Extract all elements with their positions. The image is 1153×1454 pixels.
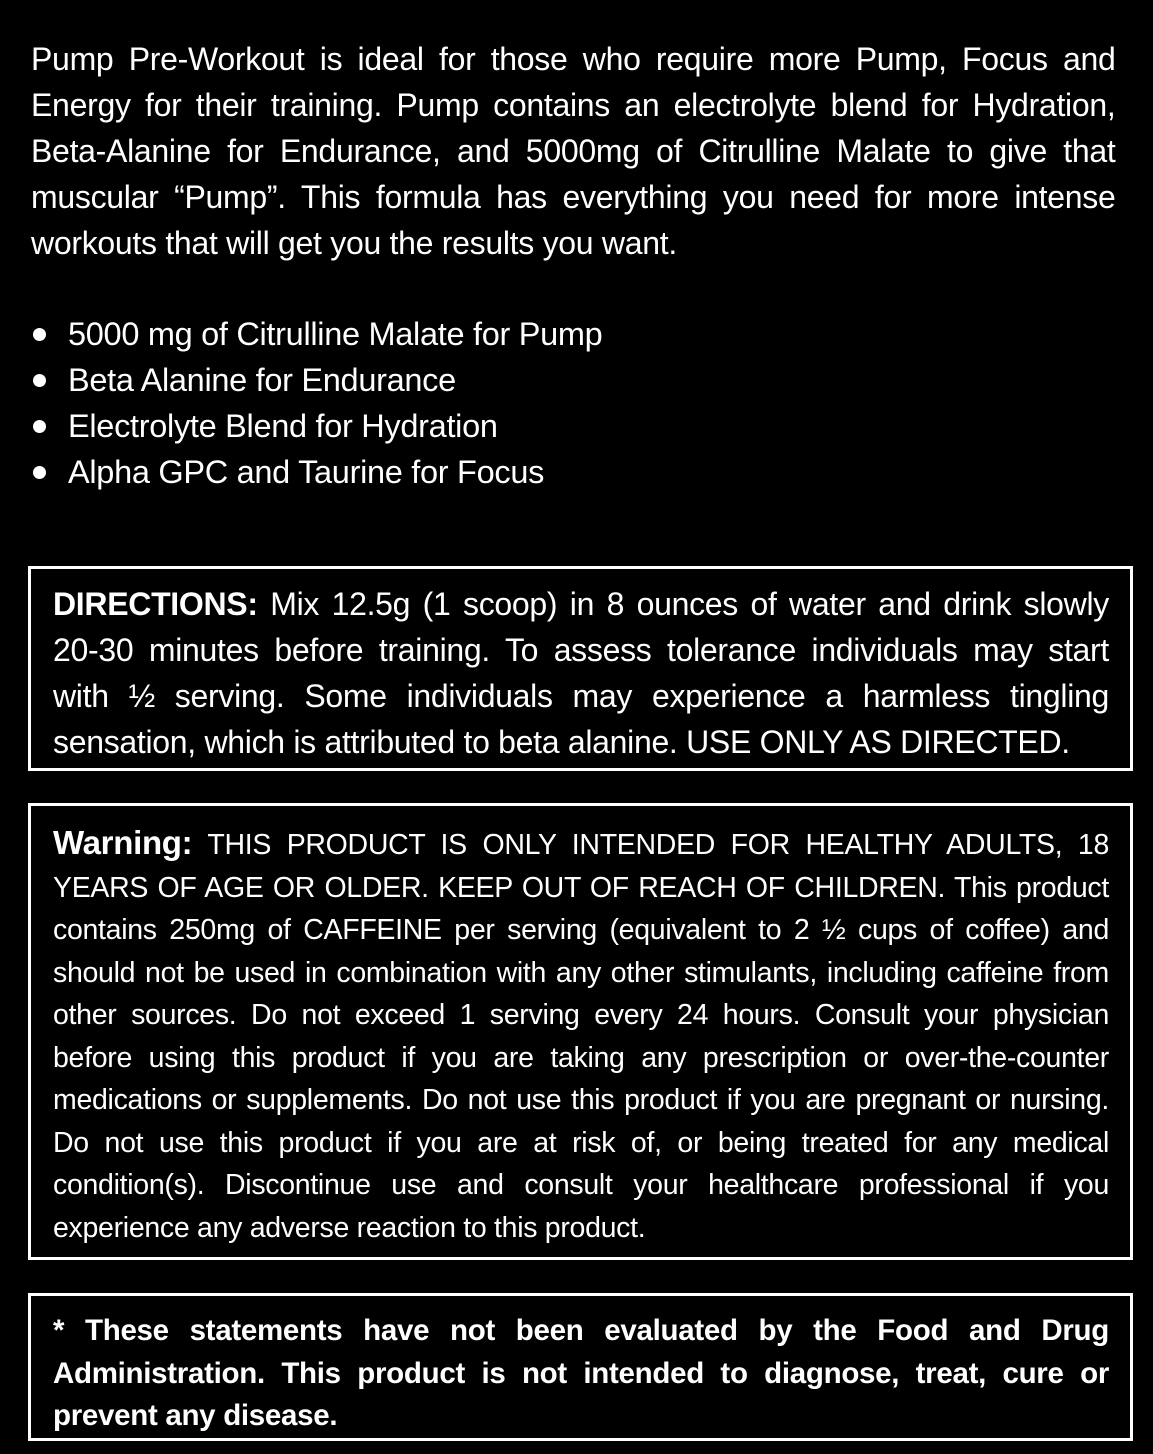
list-item xyxy=(31,357,602,403)
warning-box xyxy=(28,803,1133,1260)
warning-text: THIS PRODUCT IS ONLY INTENDED FOR HEALTHY ADULTS, 18 YEARS OF AGE OR OLDER. KEEP OUT OF REACH OF CHILDREN. This product contains 250mg of CAFFEINE per serving (equivalent to 2 ½ cups of coffee) and should not be used in combination with any other stimulants, including caffeine from other sources. Do not exceed 1 serving every 24 hours. Consult your physician before using this product if you are taking any prescription or over-the-counter medications or supplements. Do not use this product if you are pregnant or nursing. Do not use this product if you are at risk of, or being treated for any medical condition(s). Discontinue use and consult your healthcare professional if you experience any adverse reaction to this product. xyxy=(53,829,1109,1244)
directions-label: DIRECTIONS: xyxy=(53,586,258,622)
fda-disclaimer-box xyxy=(28,1293,1133,1441)
intro-paragraph: Pump Pre-Workout is ideal for those who require more Pump, Focus and Energy for their training. Pump contains an electrolyte blend for Hydration, Beta-Alanine for Endurance, and 5000mg of Citrulline Malate to give that muscular “Pump”. This formula has everything you need for more intense workouts that will get you the results you want. xyxy=(31,41,1116,261)
warning-paragraph xyxy=(53,822,1109,1249)
warning-label: Warning: xyxy=(53,824,193,861)
list-item xyxy=(31,449,602,495)
list-item xyxy=(31,311,602,357)
benefit-text: Electrolyte Blend for Hydration xyxy=(68,408,498,444)
directions-paragraph xyxy=(53,581,1109,765)
bullet-icon xyxy=(33,420,46,433)
bullet-icon xyxy=(33,374,46,387)
directions-text: Mix 12.5g (1 scoop) in 8 ounces of water and drink slowly 20-30 minutes before training. To assess tolerance individuals may start with ½ serving. Some individuals may experience a harmless tingling sensation, which is attributed to beta alanine. USE ONLY AS DIRECTED. xyxy=(53,586,1109,760)
benefit-text: Beta Alanine for Endurance xyxy=(68,362,456,398)
fda-disclaimer-text: * These statements have not been evaluated by the Food and Drug Administration. This product is not intended to diagnose, treat, cure or prevent any disease. xyxy=(53,1314,1109,1432)
benefit-text: Alpha GPC and Taurine for Focus xyxy=(68,454,545,490)
bullet-icon xyxy=(33,466,46,479)
directions-box xyxy=(28,566,1133,771)
list-item xyxy=(31,403,602,449)
benefits-list xyxy=(31,311,602,495)
bullet-icon xyxy=(33,328,46,341)
benefit-text: 5000 mg of Citrulline Malate for Pump xyxy=(68,316,603,352)
